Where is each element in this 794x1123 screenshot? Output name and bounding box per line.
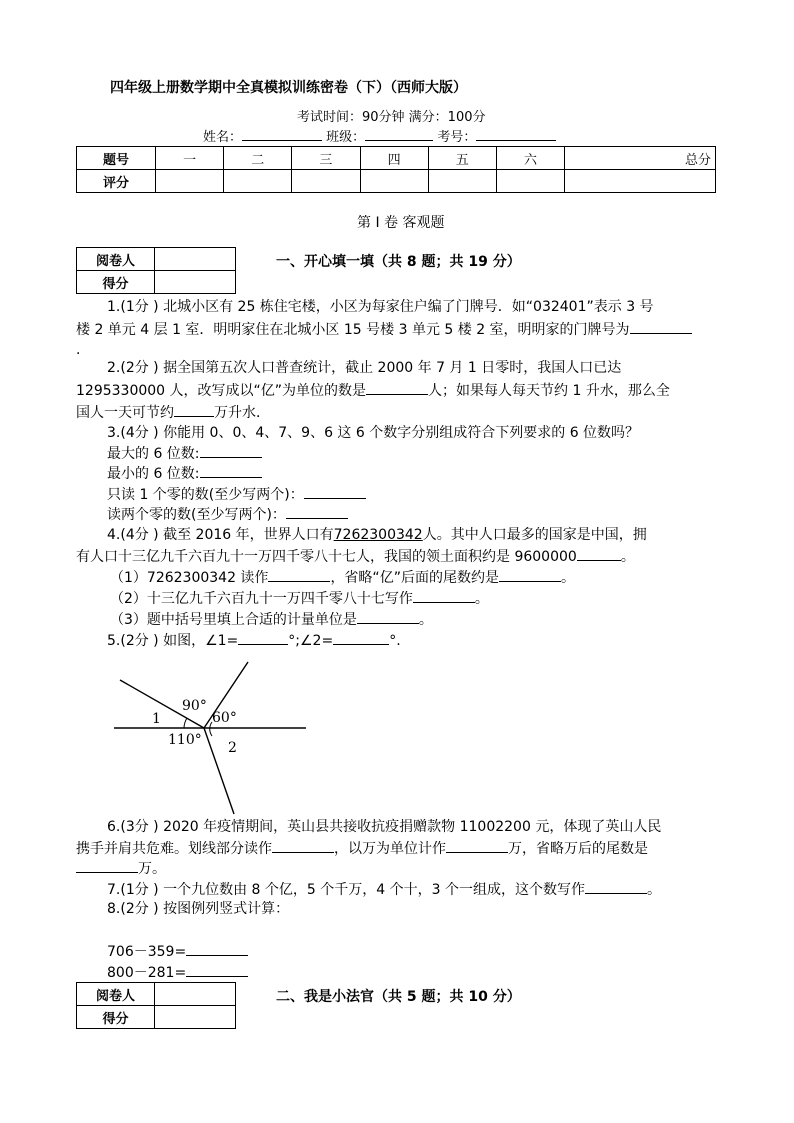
score-col-2: 二 (224, 147, 292, 170)
q3-one-zero-blank[interactable] (304, 484, 366, 499)
q4-text-d: 。 (620, 549, 635, 565)
score-cell[interactable] (565, 170, 716, 193)
q6-text-c: 万，省略万后的尾数是 (508, 841, 648, 857)
q4-sub3-end: 。 (418, 612, 433, 628)
q4-underlined-number: 7262300342 (333, 527, 423, 543)
q8-calc2-text: 800－281= (107, 965, 187, 981)
q7-text: 7.(1分 ) 一个九位数由 8 个亿，5 个千万，4 个十，3 个一组成，这个数写作 (107, 882, 585, 898)
q3-two-zero-blank[interactable] (286, 504, 348, 519)
q5-text-b: °;∠2= (288, 633, 334, 649)
question-number-label: 题号 (77, 147, 156, 170)
score-col-total: 总分 (565, 147, 716, 170)
q1-line2 (76, 319, 692, 340)
section-one-title: 一、开心填一填（共 8 题；共 19 分） (276, 254, 521, 270)
q8-calc1-blank[interactable] (186, 941, 248, 956)
q4-sub1-text-b: ，省略“亿”后面的尾数约是 (330, 570, 499, 586)
q4-sub3-blank[interactable] (357, 609, 419, 624)
q3-line4 (107, 484, 366, 505)
score-cell[interactable] (292, 170, 360, 193)
q4-text-a: 4.(4分 ) 截至 2016 年，世界人口有 (107, 527, 334, 543)
q8-calc1 (107, 941, 248, 962)
reviewer-cell[interactable] (155, 983, 236, 1006)
q4-text-b: 人。其中人口最多的国家是中国，拥 (422, 527, 647, 543)
q4-sub1-text-c: 。 (560, 570, 575, 586)
name-label: 姓名： (203, 130, 243, 145)
q4-sub2 (110, 588, 489, 609)
q2-text-c: 国人一天可节约 (76, 405, 174, 421)
q3-min-blank[interactable] (200, 463, 262, 478)
q8-calc1-text: 706－359= (107, 944, 187, 960)
q4-sub2-end: 。 (474, 591, 489, 607)
q4-sub3-text: （3）题中括号里填上合适的计量单位是 (110, 612, 357, 628)
q2-text-b: 人；如果每人每天节约 1 升水，那么全 (428, 383, 670, 399)
score-label: 得分 (77, 271, 155, 294)
q3-max-label: 最大的 6 位数: (107, 446, 200, 462)
q3-line5 (107, 504, 348, 525)
angle-figure (100, 660, 320, 820)
class-blank[interactable] (365, 126, 433, 141)
q4-line1 (107, 525, 647, 545)
label-60-degrees: 60° (212, 710, 237, 726)
reviewer-box-2 (76, 982, 236, 1029)
q8-calc2 (107, 962, 248, 983)
q4-sub2-text: （2）十三亿九千六百九十一万四千零八十七写作 (110, 591, 413, 607)
q1-line3: . (76, 342, 81, 358)
score-cell[interactable] (156, 170, 224, 193)
angle-1-arc (184, 718, 187, 728)
score-col-4: 四 (360, 147, 428, 170)
score-cell[interactable] (428, 170, 496, 193)
q4-text-c: 有人口十三亿九千六百九十一万四千零八十七人，我国的领土面积约是 9600000 (76, 549, 577, 565)
q2-text-a: 1295330000 人，改写成以“亿”为单位的数是 (76, 383, 367, 399)
q8-line1: 8.(2分 ) 按图例列竖式计算： (107, 901, 290, 917)
q4-sub3 (110, 609, 433, 630)
q2-line3 (76, 402, 270, 423)
student-info-line (203, 126, 556, 145)
score-cell[interactable] (155, 1006, 236, 1029)
q7-end: 。 (646, 882, 661, 898)
number-label: 考号： (437, 130, 477, 145)
q6-blank-1[interactable] (272, 838, 334, 853)
q2-blank-2[interactable] (174, 402, 214, 417)
q3-line2 (107, 443, 262, 464)
q5-angle2-blank[interactable] (333, 630, 389, 645)
part-one-heading: 第 I 卷 客观题 (357, 215, 445, 231)
q5-text-c: °. (389, 633, 401, 649)
q3-max-blank[interactable] (200, 443, 262, 458)
score-col-3: 三 (292, 147, 360, 170)
q3-one-zero-label: 只读 1 个零的数(至少写两个)： (107, 487, 304, 503)
q3-min-label: 最小的 6 位数: (107, 466, 200, 482)
class-label: 班级： (326, 130, 366, 145)
q1-text: 楼 2 单元 4 层 1 室．明明家住在北城小区 15 号楼 3 单元 5 楼 2 室，明明家的门牌号为 (76, 322, 630, 338)
q5-text-a: 5.(2分 ) 如图，∠1= (107, 633, 239, 649)
q6-line1: 6.(3分 ) 2020 年疫情期间，英山县共接收抗疫捐赠款物 11002200 元，体现了英山人民 (107, 819, 662, 835)
score-cell[interactable] (360, 170, 428, 193)
q2-line2 (76, 380, 670, 401)
q4-sub1-text-a: （1）7262300342 读作 (110, 570, 269, 586)
label-110-degrees: 110° (168, 732, 202, 748)
q7-line1 (107, 879, 661, 900)
score-label: 得分 (77, 1006, 155, 1029)
q4-sub2-blank[interactable] (413, 588, 475, 603)
q4-sub1-blank-2[interactable] (499, 567, 561, 582)
paper-title: 四年级上册数学期中全真模拟训练密卷（下）（西师大版） (110, 80, 467, 96)
label-90-degrees: 90° (182, 698, 207, 714)
reviewer-box (76, 247, 236, 294)
score-table-score-row (77, 170, 716, 193)
q3-line3 (107, 463, 262, 484)
q2-blank-1[interactable] (366, 380, 428, 395)
q7-blank[interactable] (585, 879, 647, 894)
q4-sub1-blank-1[interactable] (268, 567, 330, 582)
reviewer-label: 阅卷人 (77, 248, 155, 271)
q4-unit-blank[interactable] (577, 546, 621, 561)
q2-line1: 2.(2分 ) 据全国第五次人口普查统计，截止 2000 年 7 月 1 日零时，我国人口已达 (107, 360, 622, 376)
q6-line2 (76, 838, 648, 859)
q5-angle1-blank[interactable] (238, 630, 288, 645)
score-table-header-row (77, 147, 716, 170)
score-col-1: 一 (156, 147, 224, 170)
section-two-title: 二、我是小法官（共 5 题；共 10 分） (276, 989, 521, 1005)
exam-time-info: 考试时间：90分钟 满分：100分 (297, 110, 486, 125)
q6-blank-3[interactable] (76, 858, 138, 873)
reviewer-cell[interactable] (155, 248, 236, 271)
score-cell[interactable] (224, 170, 292, 193)
score-col-5: 五 (428, 147, 496, 170)
q8-calc2-blank[interactable] (186, 962, 248, 977)
q3-two-zero-label: 读两个零的数(至少写两个)： (107, 507, 286, 523)
label-angle-2: 2 (228, 740, 237, 756)
label-angle-1: 1 (152, 711, 161, 727)
score-table (76, 146, 716, 193)
q3-line1: 3.(4分 ) 你能用 0、0、4、7、9、6 这 6 个数字分别组成符合下列要求的 6 位数吗？ (107, 425, 640, 441)
q1-line1: 1.(1分 ) 北城小区有 25 栋住宅楼，小区为每家住户编了门牌号．如“032401”表示 3 号 (107, 299, 654, 315)
number-blank[interactable] (476, 126, 556, 141)
q4-line2 (76, 546, 635, 567)
q5-line1 (107, 630, 401, 651)
q6-text-a: 携手并肩共危难。划线部分读作 (76, 841, 272, 857)
score-cell[interactable] (155, 271, 236, 294)
q2-text-d: 万升水． (214, 405, 270, 421)
q6-text-b: ，以万为单位计作 (334, 841, 446, 857)
q1-answer-blank[interactable] (630, 319, 692, 334)
q4-sub1 (110, 567, 575, 588)
score-col-6: 六 (496, 147, 564, 170)
q6-text-d: 万。 (138, 861, 166, 877)
score-cell[interactable] (496, 170, 564, 193)
score-row-label: 评分 (77, 170, 156, 193)
reviewer-label: 阅卷人 (77, 983, 155, 1006)
q6-line3 (76, 858, 166, 879)
name-blank[interactable] (242, 126, 322, 141)
q6-blank-2[interactable] (446, 838, 508, 853)
